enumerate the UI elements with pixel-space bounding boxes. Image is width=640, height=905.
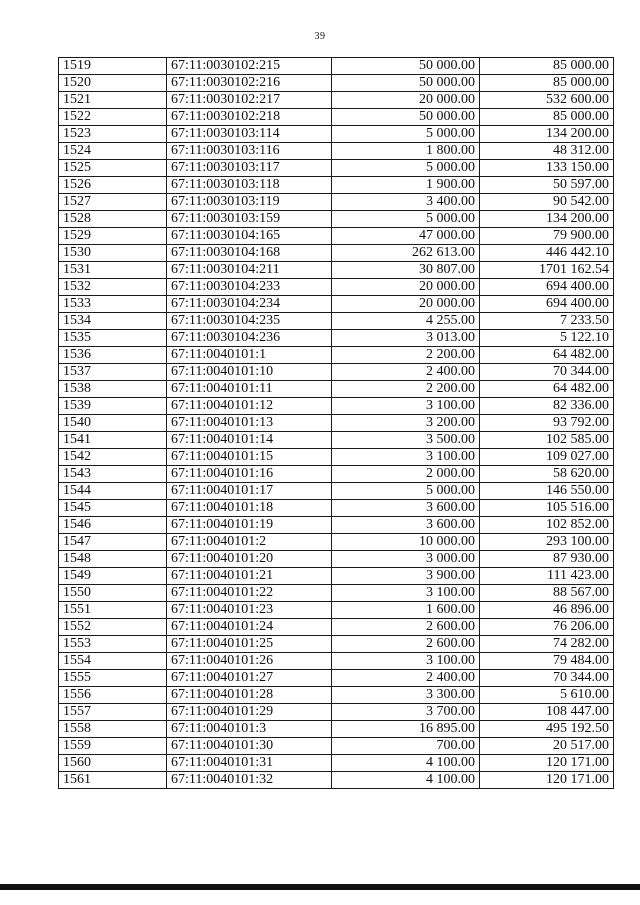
area-value-cell: 5 000.00: [332, 211, 480, 228]
cost-value-cell: 90 542.00: [480, 194, 614, 211]
cadastral-number-cell: 67:11:0040101:20: [167, 551, 332, 568]
row-number-cell: 1534: [59, 313, 167, 330]
area-value-cell: 16 895.00: [332, 721, 480, 738]
cost-value-cell: 102 852.00: [480, 517, 614, 534]
cost-value-cell: 85 000.00: [480, 109, 614, 126]
cost-value-cell: 88 567.00: [480, 585, 614, 602]
registry-table: [58, 57, 614, 789]
page-number: 39: [314, 31, 326, 42]
area-value-cell: 5 000.00: [332, 483, 480, 500]
area-value-cell: 20 000.00: [332, 296, 480, 313]
cost-value-cell: 70 344.00: [480, 670, 614, 687]
area-value-cell: 50 000.00: [332, 109, 480, 126]
table-row: [59, 466, 614, 483]
table-row: [59, 517, 614, 534]
table-row: [59, 381, 614, 398]
row-number-cell: 1541: [59, 432, 167, 449]
cadastral-number-cell: 67:11:0030103:114: [167, 126, 332, 143]
table-row: [59, 449, 614, 466]
row-number-cell: 1555: [59, 670, 167, 687]
row-number-cell: 1520: [59, 75, 167, 92]
table-row: [59, 687, 614, 704]
cadastral-number-cell: 67:11:0040101:17: [167, 483, 332, 500]
row-number-cell: 1539: [59, 398, 167, 415]
cadastral-number-cell: 67:11:0030104:233: [167, 279, 332, 296]
cost-value-cell: 293 100.00: [480, 534, 614, 551]
cost-value-cell: 532 600.00: [480, 92, 614, 109]
cadastral-number-cell: 67:11:0040101:14: [167, 432, 332, 449]
area-value-cell: 3 600.00: [332, 517, 480, 534]
area-value-cell: 262 613.00: [332, 245, 480, 262]
cost-value-cell: 5 122.10: [480, 330, 614, 347]
cost-value-cell: 74 282.00: [480, 636, 614, 653]
row-number-cell: 1526: [59, 177, 167, 194]
table-row: [59, 568, 614, 585]
cost-value-cell: 102 585.00: [480, 432, 614, 449]
table-row: [59, 330, 614, 347]
table-row: [59, 109, 614, 126]
cadastral-number-cell: 67:11:0040101:3: [167, 721, 332, 738]
area-value-cell: 47 000.00: [332, 228, 480, 245]
cadastral-number-cell: 67:11:0030102:216: [167, 75, 332, 92]
table-row: [59, 432, 614, 449]
table-row: [59, 92, 614, 109]
row-number-cell: 1559: [59, 738, 167, 755]
cadastral-number-cell: 67:11:0030104:165: [167, 228, 332, 245]
row-number-cell: 1535: [59, 330, 167, 347]
cost-value-cell: 7 233.50: [480, 313, 614, 330]
row-number-cell: 1547: [59, 534, 167, 551]
table-row: [59, 279, 614, 296]
area-value-cell: 3 100.00: [332, 585, 480, 602]
table-row: [59, 670, 614, 687]
cost-value-cell: 64 482.00: [480, 381, 614, 398]
cadastral-number-cell: 67:11:0040101:12: [167, 398, 332, 415]
table-row: [59, 194, 614, 211]
cadastral-number-cell: 67:11:0040101:2: [167, 534, 332, 551]
table-row: [59, 653, 614, 670]
table-row: [59, 126, 614, 143]
cadastral-number-cell: 67:11:0040101:26: [167, 653, 332, 670]
cadastral-number-cell: 67:11:0030102:218: [167, 109, 332, 126]
cadastral-number-cell: 67:11:0030102:215: [167, 58, 332, 75]
cadastral-number-cell: 67:11:0040101:28: [167, 687, 332, 704]
cadastral-number-cell: 67:11:0030103:118: [167, 177, 332, 194]
area-value-cell: 4 255.00: [332, 313, 480, 330]
cost-value-cell: 50 597.00: [480, 177, 614, 194]
cost-value-cell: 64 482.00: [480, 347, 614, 364]
cost-value-cell: 87 930.00: [480, 551, 614, 568]
cadastral-number-cell: 67:11:0030104:211: [167, 262, 332, 279]
cost-value-cell: 133 150.00: [480, 160, 614, 177]
area-value-cell: 1 900.00: [332, 177, 480, 194]
row-number-cell: 1527: [59, 194, 167, 211]
area-value-cell: 3 000.00: [332, 551, 480, 568]
cost-value-cell: 495 192.50: [480, 721, 614, 738]
cost-value-cell: 105 516.00: [480, 500, 614, 517]
area-value-cell: 2 600.00: [332, 619, 480, 636]
cost-value-cell: 79 484.00: [480, 653, 614, 670]
area-value-cell: 50 000.00: [332, 58, 480, 75]
row-number-cell: 1532: [59, 279, 167, 296]
cost-value-cell: 111 423.00: [480, 568, 614, 585]
area-value-cell: 3 200.00: [332, 415, 480, 432]
row-number-cell: 1549: [59, 568, 167, 585]
row-number-cell: 1524: [59, 143, 167, 160]
table-row: [59, 177, 614, 194]
area-value-cell: 4 100.00: [332, 772, 480, 789]
table-row: [59, 160, 614, 177]
cadastral-number-cell: 67:11:0040101:16: [167, 466, 332, 483]
table-row: [59, 415, 614, 432]
area-value-cell: 5 000.00: [332, 126, 480, 143]
cost-value-cell: 120 171.00: [480, 755, 614, 772]
table-row: [59, 143, 614, 160]
table-row: [59, 551, 614, 568]
table-row: [59, 296, 614, 313]
cost-value-cell: 694 400.00: [480, 279, 614, 296]
cadastral-number-cell: 67:11:0030103:159: [167, 211, 332, 228]
bottom-rule: [0, 884, 640, 890]
row-number-cell: 1530: [59, 245, 167, 262]
row-number-cell: 1543: [59, 466, 167, 483]
cadastral-number-cell: 67:11:0040101:23: [167, 602, 332, 619]
cost-value-cell: 134 200.00: [480, 211, 614, 228]
cadastral-number-cell: 67:11:0040101:1: [167, 347, 332, 364]
table-row: [59, 738, 614, 755]
cost-value-cell: 20 517.00: [480, 738, 614, 755]
cadastral-number-cell: 67:11:0040101:25: [167, 636, 332, 653]
area-value-cell: 3 900.00: [332, 568, 480, 585]
cadastral-number-cell: 67:11:0030104:234: [167, 296, 332, 313]
cadastral-number-cell: 67:11:0040101:31: [167, 755, 332, 772]
row-number-cell: 1553: [59, 636, 167, 653]
row-number-cell: 1548: [59, 551, 167, 568]
cadastral-number-cell: 67:11:0040101:27: [167, 670, 332, 687]
registry-table-body: [59, 58, 614, 789]
cost-value-cell: 76 206.00: [480, 619, 614, 636]
row-number-cell: 1558: [59, 721, 167, 738]
row-number-cell: 1540: [59, 415, 167, 432]
table-row: [59, 772, 614, 789]
row-number-cell: 1521: [59, 92, 167, 109]
table-row: [59, 75, 614, 92]
cadastral-number-cell: 67:11:0040101:32: [167, 772, 332, 789]
cost-value-cell: 48 312.00: [480, 143, 614, 160]
area-value-cell: 3 300.00: [332, 687, 480, 704]
cost-value-cell: 82 336.00: [480, 398, 614, 415]
cadastral-number-cell: 67:11:0040101:18: [167, 500, 332, 517]
table-row: [59, 721, 614, 738]
table-row: [59, 364, 614, 381]
cost-value-cell: 46 896.00: [480, 602, 614, 619]
area-value-cell: 3 400.00: [332, 194, 480, 211]
table-row: [59, 500, 614, 517]
cadastral-number-cell: 67:11:0040101:15: [167, 449, 332, 466]
area-value-cell: 3 700.00: [332, 704, 480, 721]
table-row: [59, 313, 614, 330]
table-row: [59, 534, 614, 551]
area-value-cell: 50 000.00: [332, 75, 480, 92]
row-number-cell: 1546: [59, 517, 167, 534]
cadastral-number-cell: 67:11:0030102:217: [167, 92, 332, 109]
cadastral-number-cell: 67:11:0040101:21: [167, 568, 332, 585]
cost-value-cell: 79 900.00: [480, 228, 614, 245]
row-number-cell: 1545: [59, 500, 167, 517]
row-number-cell: 1523: [59, 126, 167, 143]
row-number-cell: 1529: [59, 228, 167, 245]
area-value-cell: 3 100.00: [332, 449, 480, 466]
table-row: [59, 228, 614, 245]
area-value-cell: 2 400.00: [332, 670, 480, 687]
cost-value-cell: 58 620.00: [480, 466, 614, 483]
area-value-cell: 10 000.00: [332, 534, 480, 551]
row-number-cell: 1531: [59, 262, 167, 279]
row-number-cell: 1536: [59, 347, 167, 364]
area-value-cell: 1 800.00: [332, 143, 480, 160]
cost-value-cell: 446 442.10: [480, 245, 614, 262]
cadastral-number-cell: 67:11:0040101:29: [167, 704, 332, 721]
cost-value-cell: 109 027.00: [480, 449, 614, 466]
row-number-cell: 1551: [59, 602, 167, 619]
row-number-cell: 1550: [59, 585, 167, 602]
area-value-cell: 20 000.00: [332, 92, 480, 109]
table-row: [59, 755, 614, 772]
row-number-cell: 1544: [59, 483, 167, 500]
area-value-cell: 2 200.00: [332, 381, 480, 398]
cost-value-cell: 85 000.00: [480, 58, 614, 75]
row-number-cell: 1538: [59, 381, 167, 398]
table-row: [59, 483, 614, 500]
row-number-cell: 1533: [59, 296, 167, 313]
cadastral-number-cell: 67:11:0040101:11: [167, 381, 332, 398]
table-row: [59, 211, 614, 228]
table-row: [59, 636, 614, 653]
row-number-cell: 1519: [59, 58, 167, 75]
table-row: [59, 704, 614, 721]
cadastral-number-cell: 67:11:0030104:235: [167, 313, 332, 330]
cadastral-number-cell: 67:11:0040101:19: [167, 517, 332, 534]
row-number-cell: 1552: [59, 619, 167, 636]
cost-value-cell: 1701 162.54: [480, 262, 614, 279]
area-value-cell: 2 000.00: [332, 466, 480, 483]
cost-value-cell: 120 171.00: [480, 772, 614, 789]
row-number-cell: 1522: [59, 109, 167, 126]
area-value-cell: 3 013.00: [332, 330, 480, 347]
area-value-cell: 2 200.00: [332, 347, 480, 364]
area-value-cell: 2 400.00: [332, 364, 480, 381]
area-value-cell: 4 100.00: [332, 755, 480, 772]
row-number-cell: 1556: [59, 687, 167, 704]
cadastral-number-cell: 67:11:0030103:116: [167, 143, 332, 160]
cadastral-number-cell: 67:11:0040101:30: [167, 738, 332, 755]
cadastral-number-cell: 67:11:0040101:13: [167, 415, 332, 432]
cost-value-cell: 134 200.00: [480, 126, 614, 143]
table-row: [59, 398, 614, 415]
row-number-cell: 1528: [59, 211, 167, 228]
cadastral-number-cell: 67:11:0030104:168: [167, 245, 332, 262]
cost-value-cell: 694 400.00: [480, 296, 614, 313]
row-number-cell: 1525: [59, 160, 167, 177]
area-value-cell: 3 500.00: [332, 432, 480, 449]
table-row: [59, 619, 614, 636]
row-number-cell: 1557: [59, 704, 167, 721]
table-row: [59, 58, 614, 75]
cadastral-number-cell: 67:11:0030103:119: [167, 194, 332, 211]
cadastral-number-cell: 67:11:0040101:22: [167, 585, 332, 602]
cadastral-number-cell: 67:11:0030103:117: [167, 160, 332, 177]
table-row: [59, 245, 614, 262]
row-number-cell: 1560: [59, 755, 167, 772]
table-row: [59, 602, 614, 619]
cadastral-number-cell: 67:11:0040101:24: [167, 619, 332, 636]
cost-value-cell: 146 550.00: [480, 483, 614, 500]
row-number-cell: 1537: [59, 364, 167, 381]
cost-value-cell: 5 610.00: [480, 687, 614, 704]
table-row: [59, 585, 614, 602]
area-value-cell: 30 807.00: [332, 262, 480, 279]
row-number-cell: 1554: [59, 653, 167, 670]
table-row: [59, 262, 614, 279]
cadastral-number-cell: 67:11:0030104:236: [167, 330, 332, 347]
cost-value-cell: 93 792.00: [480, 415, 614, 432]
row-number-cell: 1561: [59, 772, 167, 789]
area-value-cell: 5 000.00: [332, 160, 480, 177]
table-row: [59, 347, 614, 364]
area-value-cell: 20 000.00: [332, 279, 480, 296]
cadastral-number-cell: 67:11:0040101:10: [167, 364, 332, 381]
cost-value-cell: 85 000.00: [480, 75, 614, 92]
area-value-cell: 3 100.00: [332, 653, 480, 670]
area-value-cell: 700.00: [332, 738, 480, 755]
cost-value-cell: 108 447.00: [480, 704, 614, 721]
area-value-cell: 3 100.00: [332, 398, 480, 415]
row-number-cell: 1542: [59, 449, 167, 466]
cost-value-cell: 70 344.00: [480, 364, 614, 381]
area-value-cell: 1 600.00: [332, 602, 480, 619]
area-value-cell: 2 600.00: [332, 636, 480, 653]
area-value-cell: 3 600.00: [332, 500, 480, 517]
